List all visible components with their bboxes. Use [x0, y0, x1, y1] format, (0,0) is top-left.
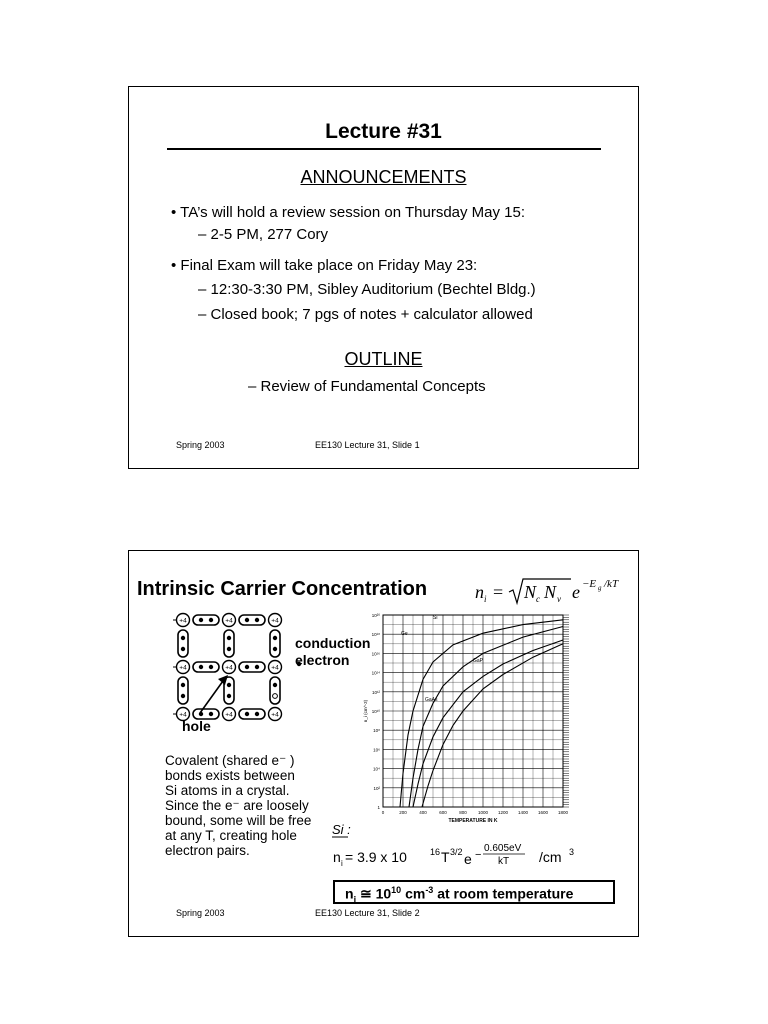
- covalent-bond: [193, 662, 219, 672]
- eq-e: e: [464, 851, 472, 867]
- bond-electron: [227, 683, 231, 687]
- y-tick-label: 10¹⁴: [371, 670, 380, 676]
- x-tick-label: 1800: [557, 810, 569, 815]
- slide-1: [128, 86, 639, 469]
- eq-frac-num: 0.605eV: [484, 843, 522, 854]
- y-tick-label: 10¹⁶: [371, 651, 380, 657]
- si-ni-equation: [331, 821, 611, 871]
- box-exp10: 10: [391, 885, 402, 895]
- x-axis-label: TEMPERATURE IN K: [448, 818, 498, 824]
- slide-title: Intrinsic Carrier Concentration: [137, 578, 428, 600]
- bond-electron: [209, 618, 213, 622]
- bond-electron: [273, 647, 277, 651]
- y-tick-label: 10²: [373, 785, 380, 791]
- y-tick-label: 10⁴: [373, 766, 380, 772]
- sub-bullet-review-time: – 2-5 PM, 277 Cory: [198, 226, 329, 243]
- title-rule: [167, 148, 601, 150]
- box-approx: ≅ 10: [356, 885, 392, 902]
- y-tick-label: 10⁶: [373, 747, 380, 753]
- y-tick-label: 10¹⁰: [371, 709, 380, 714]
- bond-electron: [181, 647, 185, 651]
- eq-units-exp: 3: [569, 847, 575, 857]
- si-atom-label: +4: [271, 664, 279, 672]
- bond-electron: [245, 665, 249, 669]
- bond-electron: [227, 647, 231, 651]
- bond-electron: [255, 712, 259, 716]
- y-tick-label: 10²⁰: [371, 613, 380, 618]
- series-label-gaas: GaAs: [425, 697, 438, 703]
- x-tick-label: 800: [459, 810, 467, 815]
- box-tail: at room temperature: [433, 885, 574, 902]
- eq-ni-sub: i: [341, 859, 343, 868]
- x-tick-label: 600: [439, 810, 447, 815]
- bond-electron: [181, 683, 185, 687]
- covalent-bond: [178, 677, 188, 704]
- ni-vs-temperature-chart: [361, 609, 591, 839]
- eq-exp32: 3/2: [450, 847, 463, 857]
- bond-electron: [199, 665, 203, 669]
- eq-frac-den: kT: [498, 856, 510, 867]
- covalent-bond: [270, 677, 280, 704]
- paragraph-line: electron pairs.: [165, 843, 250, 858]
- box-mid: cm: [401, 885, 426, 902]
- x-tick-label: 1200: [497, 810, 509, 815]
- x-tick-label: 400: [419, 810, 427, 815]
- x-tick-label: 1600: [537, 810, 549, 815]
- formula-nv: N: [544, 582, 557, 602]
- box-n-sub: i: [353, 894, 357, 905]
- si-atom-label: +4: [225, 711, 233, 719]
- bond-electron: [227, 694, 231, 698]
- footer-slide-number: EE130 Lecture 31, Slide 1: [315, 440, 420, 450]
- paragraph-line: at any T, creating hole: [165, 828, 297, 843]
- x-tick-label: 1400: [517, 810, 529, 815]
- covalent-bond: [193, 615, 219, 625]
- formula-ni-sub: i: [484, 594, 487, 604]
- covalent-bond: [239, 615, 265, 625]
- si-atom-label: +4: [225, 664, 233, 672]
- eq-ni: n: [333, 849, 341, 865]
- sub-bullet-exam-rules: – Closed book; 7 pgs of notes + calculator allowed: [198, 306, 533, 323]
- formula-nv-sub: v: [557, 594, 561, 604]
- box-n: n: [345, 885, 354, 902]
- hole-marker: [273, 694, 278, 699]
- bond-electron: [227, 636, 231, 640]
- formula-exponent-sub: g: [598, 584, 602, 592]
- bond-electron: [181, 694, 185, 698]
- si-atom-label: +4: [179, 664, 187, 672]
- series-label-ge: Ge: [401, 631, 408, 637]
- covalent-bond: [224, 630, 234, 657]
- bullet-final-exam: • Final Exam will take place on Friday May 23:: [171, 257, 478, 274]
- paragraph-line: bound, some will be free: [165, 813, 312, 828]
- formula-ni: n: [475, 582, 484, 602]
- paragraph-line: Covalent (shared e⁻ ): [165, 753, 295, 768]
- bullet-review-session: • TA’s will hold a review session on Thursday May 15:: [171, 204, 526, 221]
- formula-nc-sub: c: [536, 594, 540, 604]
- eq-units: /cm: [539, 849, 562, 865]
- si-atom-label: +4: [179, 617, 187, 625]
- eq-body: = 3.9 x 10: [345, 849, 407, 865]
- eq-exp16: 16: [430, 847, 441, 857]
- label-hole: hole: [182, 718, 211, 734]
- announcements-heading: ANNOUNCEMENTS: [300, 167, 467, 187]
- paragraph-line: Since the e⁻ are loosely: [165, 798, 309, 813]
- label-electron: electron: [295, 652, 350, 668]
- slide-title: Lecture #31: [325, 120, 442, 143]
- formula-exponent: −E: [582, 578, 597, 590]
- slide-2: [128, 550, 639, 937]
- bond-electron: [273, 636, 277, 640]
- x-tick-label: 1000: [477, 810, 489, 815]
- si-label: Si :: [332, 822, 351, 837]
- eq-minus: −: [475, 849, 482, 861]
- si-atom-label: +4: [179, 711, 187, 719]
- paragraph-line: bonds exists between: [165, 768, 295, 783]
- bond-electron: [181, 636, 185, 640]
- y-tick-label: 10¹⁸: [371, 632, 380, 638]
- y-tick-label: 1: [377, 805, 380, 810]
- silicon-lattice-diagram: [173, 609, 303, 729]
- eq-T: T: [441, 849, 450, 865]
- footer-semester: Spring 2003: [176, 440, 225, 450]
- outline-item: – Review of Fundamental Concepts: [248, 378, 486, 395]
- formula-nc: N: [524, 582, 537, 602]
- covalent-bond: [239, 662, 265, 672]
- si-atom-label: +4: [271, 617, 279, 625]
- bond-electron: [209, 712, 213, 716]
- sqrt-sign: [509, 579, 571, 603]
- y-tick-label: 10⁸: [373, 728, 380, 734]
- sub-bullet-exam-time: – 12:30-3:30 PM, Sibley Auditorium (Bechtel Bldg.): [198, 281, 536, 298]
- bond-electron: [245, 618, 249, 622]
- covalent-bond: [270, 630, 280, 657]
- y-tick-label: 10¹²: [371, 689, 380, 695]
- paragraph-line: Si atoms in a crystal.: [165, 783, 290, 798]
- formula-e: e: [572, 582, 580, 602]
- box-exp: -3: [425, 885, 434, 895]
- si-atom-label: +4: [225, 617, 233, 625]
- room-temperature-box: [333, 880, 615, 904]
- bond-electron: [199, 618, 203, 622]
- formula-exponent-tail: /kT: [604, 578, 619, 590]
- formula-equals: =: [493, 582, 504, 602]
- bond-electron: [255, 665, 259, 669]
- x-tick-label: 0: [381, 810, 385, 815]
- covalent-bond: [178, 630, 188, 657]
- intrinsic-carrier-formula: [473, 573, 639, 609]
- bond-electron: [273, 683, 277, 687]
- bond-electron: [255, 618, 259, 622]
- series-label-si: Si: [433, 615, 438, 621]
- y-axis-label: n_i (cm^-3): [363, 699, 368, 723]
- x-tick-label: 200: [399, 810, 407, 815]
- series-label-gap: GaP: [473, 658, 484, 664]
- covalent-bond: [239, 709, 265, 719]
- outline-heading: OUTLINE: [344, 349, 423, 369]
- label-conduction: conduction: [295, 635, 371, 651]
- footer-slide-number: EE130 Lecture 31, Slide 2: [315, 908, 420, 918]
- si-atom-label: +4: [271, 711, 279, 719]
- bond-electron: [245, 712, 249, 716]
- footer-semester: Spring 2003: [176, 908, 225, 918]
- bond-electron: [209, 665, 213, 669]
